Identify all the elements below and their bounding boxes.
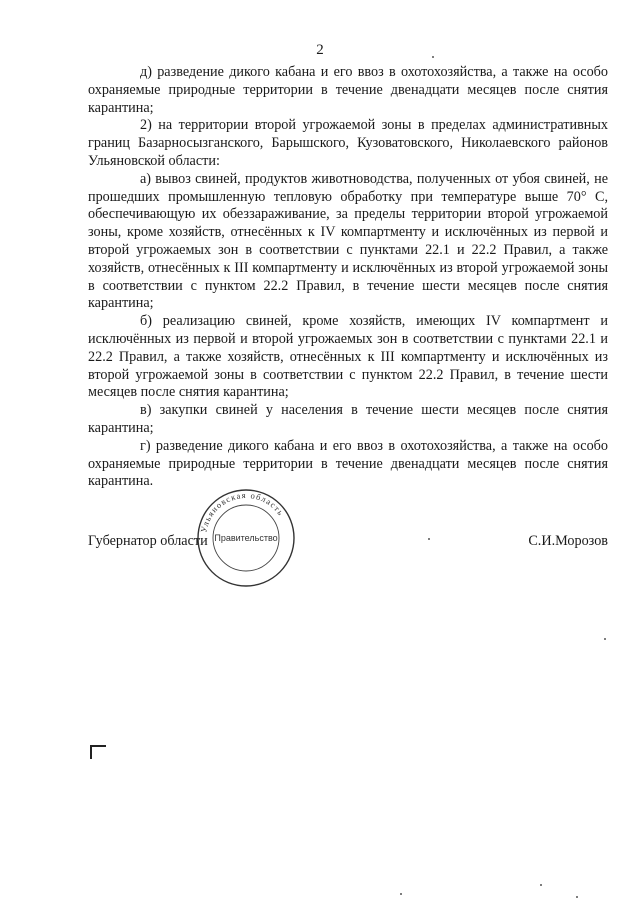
scan-speck bbox=[604, 638, 606, 640]
svg-text:Ульяновская область bbox=[198, 490, 286, 533]
seal-center-text: Правительство bbox=[214, 533, 278, 543]
scan-speck bbox=[576, 896, 578, 898]
scan-speck bbox=[400, 893, 402, 895]
document-body bbox=[88, 64, 608, 491]
signature-block bbox=[88, 533, 608, 557]
scan-speck bbox=[428, 538, 430, 540]
signatory-title: Губернатор области bbox=[88, 533, 208, 549]
paragraph-g-wild-boar: г) разведение дикого кабана и его ввоз в охотохозяйства, а также на особо охраняемые природные территории в течение двенадцати месяцев после снятия карантина. bbox=[88, 437, 608, 490]
paragraph-second-threat-zone: 2) на территории второй угрожаемой зоны в пределах административных границ Базарносызганского, Барышского, Кузоватовского, Николаевского районов Ульяновской области: bbox=[88, 117, 608, 169]
official-seal-stamp bbox=[196, 488, 296, 588]
signatory-name: С.И.Морозов bbox=[528, 533, 608, 549]
paragraph-a-export-pigs: а) вывоз свиней, продуктов животноводства, полученных от убоя свиней, не прошедших промышленную тепловую обработку при температуре выше 70° С, обеспечивающую их обеззараживание, за пределы территории второй угрожаемой зоны, кроме хозяйств, отнесённых к IV компартменту и исключённых из первой и второй угрожаемых зон в соответствии с пунктами 22.1 и 22.2 Правил, а также хозяйств, отнесённых к III компартменту и исключённых из второй угрожаемой зоны в соответствии с пунктом 22.2 Правил, в течение шести месяцев после снятия карантина; bbox=[88, 170, 608, 312]
paragraph-d-wild-boar: д) разведение дикого кабана и его ввоз в охотохозяйства, а также на особо охраняемые природные территории в течение двенадцати месяцев после снятия карантина; bbox=[88, 64, 608, 116]
paragraph-v-purchase-pigs: в) закупки свиней у населения в течение шести месяцев после снятия карантина; bbox=[88, 402, 608, 436]
page-number: 2 bbox=[316, 42, 324, 58]
seal-ring-text: Ульяновская область bbox=[198, 489, 287, 534]
scan-speck bbox=[432, 56, 434, 58]
scan-speck bbox=[540, 884, 542, 886]
paragraph-b-sale-pigs: б) реализацию свиней, кроме хозяйств, имеющих IV компартмент и исключённых из первой и второй угрожаемых зон в соответствии с пунктами 22.1 и 22.2 Правил, а также хозяйств, отнесённых к III компартменту и исключённых из второй угрожаемой зоны в соответствии с пунктом 22.2 Правил, в течение шести месяцев после снятия карантина; bbox=[88, 313, 608, 401]
corner-bracket-mark bbox=[90, 745, 106, 759]
